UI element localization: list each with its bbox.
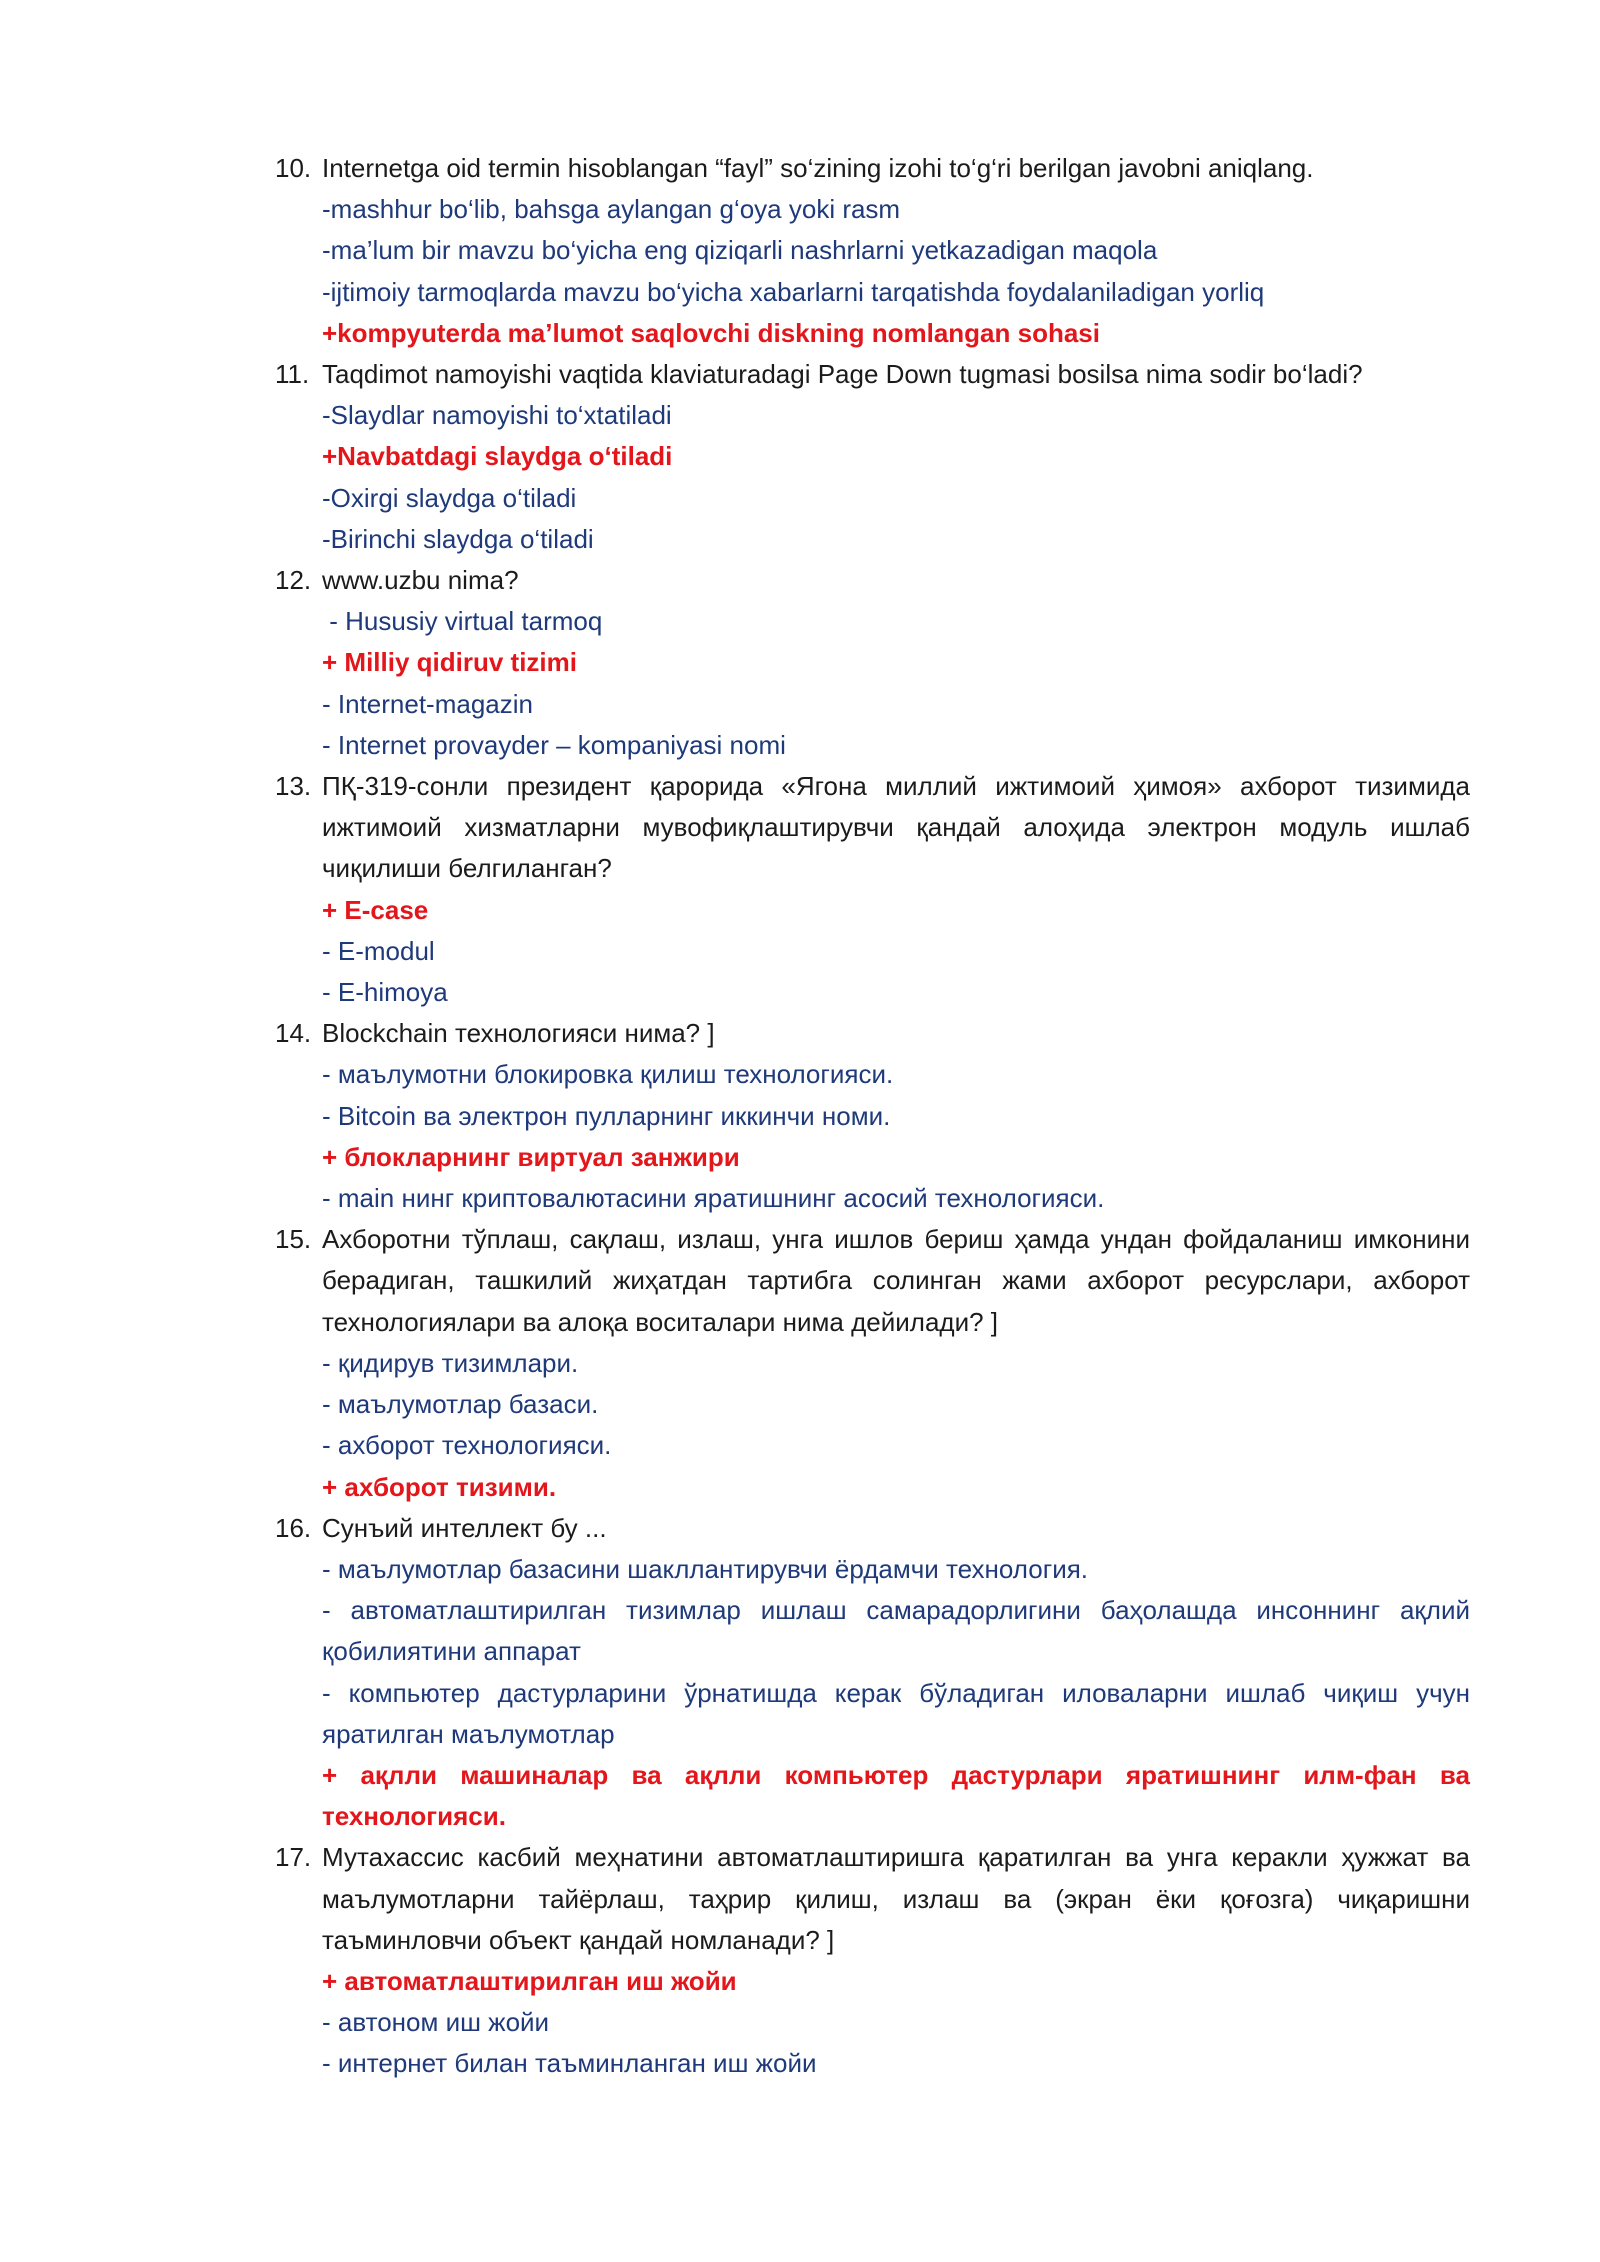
question-list xyxy=(275,148,1470,2085)
question-text: Taqdimot namoyishi vaqtida klaviaturadagi Page Down tugmasi bosilsa nima sodir bo‘ladi? xyxy=(322,359,1363,390)
question-text: www.uzbu nima? xyxy=(322,565,519,596)
answer-option: -Oxirgi slaydga o‘tiladi xyxy=(322,482,577,513)
answer-option: - ахборот технологияси. xyxy=(322,1430,612,1461)
correct-answer: + E-case xyxy=(322,894,429,925)
answer-option: - Internet provayder – kompaniyasi nomi xyxy=(322,729,786,760)
answer-option: - маълумотлар базасини шакллантирувчи ёрдамчи технология. xyxy=(322,1553,1089,1584)
question-number: 11. xyxy=(275,359,310,390)
question-item xyxy=(275,148,1470,189)
question-text: Ахборотни тўплаш, сақлаш, излаш, унга ишлов бериш ҳамда ундан фойдаланиш имконини берадиган, ташкилий жиҳатдан тартибга солинган жами ахборот ресурслари, ахборот технологиялари ва алоқа воситалари нима дейилади? ] xyxy=(322,1224,1470,1337)
question-item xyxy=(275,1219,1470,1343)
answer-option: -Birinchi slaydga o‘tiladi xyxy=(322,523,594,554)
question-item xyxy=(275,560,1470,601)
correct-answer: + ақлли машиналар ва ақлли компьютер дастурлари яратишнинг илм-фан ва технологияси. xyxy=(322,1759,1470,1832)
answer-option: - Bitcoin ва электрон пулларнинг иккинчи номи. xyxy=(322,1100,891,1131)
question-number: 17. xyxy=(275,1842,312,1873)
answer-option: - интернет билан таъминланган иш жойи xyxy=(322,2048,817,2079)
question-text: Мутахассис касбий меҳнатини автоматлаштиришга қаратилган ва унга керакли ҳужжат ва маълумотларни тайёрлаш, таҳрир қилиш, излаш ва (экран ёки қоғозга) чиқаришни таъминловчи объект қандай номланади? ] xyxy=(322,1842,1470,1955)
question-item xyxy=(275,1013,1470,1054)
correct-answer: + автоматлаштирилган иш жойи xyxy=(322,1965,737,1996)
answer-option: - маълумотни блокировка қилиш технологияси. xyxy=(322,1059,894,1090)
question-number: 12. xyxy=(275,565,312,596)
correct-answer: +Navbatdagi slaydga o‘tiladi xyxy=(322,441,673,472)
correct-answer: + Milliy qidiruv tizimi xyxy=(322,647,577,678)
answer-option: -ijtimoiy tarmoqlarda mavzu bo‘yicha xabarlarni tarqatishda foydalaniladigan yorliq xyxy=(322,276,1265,307)
answer-option: - Internet-magazin xyxy=(322,688,533,719)
answer-option: - E-modul xyxy=(322,935,435,966)
question-item xyxy=(275,1508,1470,1549)
question-number: 15. xyxy=(275,1224,312,1255)
answer-option: -ma’lum bir mavzu bo‘yicha eng qiziqarli nashrlarni yetkazadigan maqola xyxy=(322,235,1158,266)
question-number: 16. xyxy=(275,1512,312,1543)
answer-option: - Hususiy virtual tarmoq xyxy=(322,606,603,637)
correct-answer: + блокларнинг виртуал занжири xyxy=(322,1141,740,1172)
answer-option: -Slaydlar namoyishi to‘xtatiladi xyxy=(322,400,672,431)
answer-option: - автоном иш жойи xyxy=(322,2007,550,2038)
answer-option: -mashhur bo‘lib, bahsga aylangan g‘oya yoki rasm xyxy=(322,194,901,225)
question-text: ПҚ-319-сонли президент қарорида «Ягона миллий ижтимоий ҳимоя» ахборот тизимида ижтимоий хизматларни мувофиқлаштирувчи қандай алоҳида электрон модуль ишлаб чиқилиши белгиланган? xyxy=(322,771,1470,884)
correct-answer: + ахборот тизими. xyxy=(322,1471,557,1502)
answer-option: - автоматлаштирилган тизимлар ишлаш самарадорлигини баҳолашда инсоннинг ақлий қобилиятини аппарат xyxy=(322,1595,1470,1667)
question-text: Internetga oid termin hisoblangan “fayl” so‘zining izohi to‘g‘ri berilgan javobni aniqlang. xyxy=(322,153,1314,183)
answer-option: - компьютер дастурларини ўрнатишда керак бўладиган иловаларни ишлаб чиқиш учун яратилган маълумотлар xyxy=(322,1677,1470,1749)
answer-option: - main нинг криптовалютасини яратишнинг асосий технологияси. xyxy=(322,1183,1105,1214)
question-item xyxy=(275,1837,1470,1961)
answer-option: - маълумотлар базаси. xyxy=(322,1389,599,1420)
answer-option: - E-himoya xyxy=(322,977,448,1008)
question-item xyxy=(275,766,1470,890)
correct-answer: +kompyuterda ma’lumot saqlovchi diskning nomlangan sohasi xyxy=(322,317,1100,348)
answer-option: - қидирув тизимлари. xyxy=(322,1347,579,1378)
question-text: Сунъий интеллект бу ... xyxy=(322,1512,607,1543)
question-text: Blockchain технологияси нима? ] xyxy=(322,1018,715,1049)
question-item xyxy=(275,354,1470,395)
question-number: 13. xyxy=(275,771,312,802)
question-number: 14. xyxy=(275,1018,312,1049)
question-number: 10. xyxy=(275,153,312,183)
